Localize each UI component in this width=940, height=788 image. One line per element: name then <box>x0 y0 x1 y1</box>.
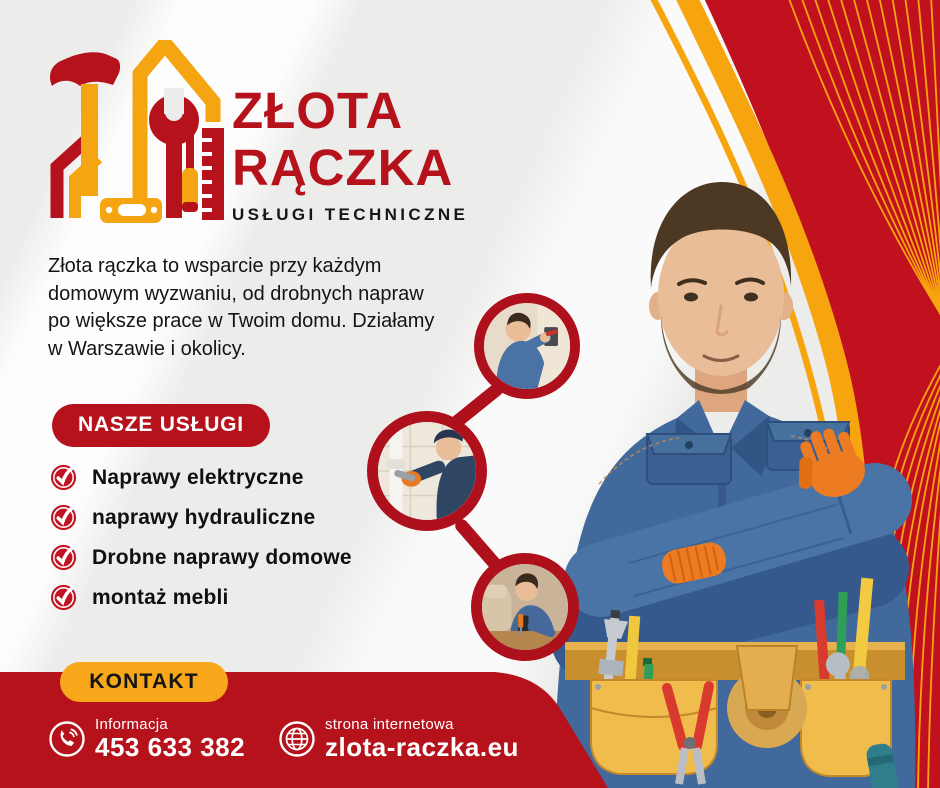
service-label: naprawy hydrauliczne <box>92 505 316 529</box>
plumbing-repair-photo <box>367 411 487 531</box>
service-item <box>50 583 229 612</box>
brand-logo tools-icon <box>44 40 230 226</box>
service-label: Drobne naprawy domowe <box>92 545 352 569</box>
intro-paragraph <box>48 253 434 363</box>
service-label: montaż mebli <box>92 585 229 609</box>
phone-texts <box>95 716 245 762</box>
website-texts <box>325 716 519 762</box>
website-contact <box>278 716 519 762</box>
check-circle-icon <box>50 503 79 532</box>
service-item <box>50 503 315 532</box>
furniture-assembly-photo <box>471 553 579 661</box>
service-item <box>50 463 304 492</box>
service-label: Naprawy elektryczne <box>92 465 304 489</box>
brand-subtitle: USŁUGI TECHNICZNE <box>232 205 469 224</box>
check-circle-icon <box>50 543 79 572</box>
website-label: strona internetowa <box>325 716 454 733</box>
services-heading-badge: NASZE USŁUGI <box>52 404 270 447</box>
phone-circle-icon <box>48 720 86 758</box>
intro-line: domowym wyzwaniu, od drobnych napraw <box>48 282 424 305</box>
globe-icon <box>278 720 316 758</box>
intro-line: po większe prace w Twoim domu. Działamy <box>48 310 435 332</box>
check-circle-icon <box>50 583 79 612</box>
phone-number: 453 633 382 <box>95 732 246 762</box>
kontakt-heading-badge: KONTAKT <box>60 662 228 702</box>
website-url: zlota-raczka.eu <box>325 732 519 762</box>
brand-title-block <box>232 82 468 225</box>
phone-label: Informacja <box>95 716 169 733</box>
intro-line: w Warszawie i okolicy. <box>48 337 246 360</box>
brand-title-line1: ZŁOTA <box>232 82 404 139</box>
brand-title-line2: RĄCZKA <box>232 139 454 196</box>
intro-line: Złota rączka to wsparcie przy każdym <box>48 255 382 277</box>
electrical-repair-photo <box>474 293 580 399</box>
service-item <box>50 543 352 572</box>
phone-contact <box>48 716 245 762</box>
check-circle-icon <box>50 463 79 492</box>
